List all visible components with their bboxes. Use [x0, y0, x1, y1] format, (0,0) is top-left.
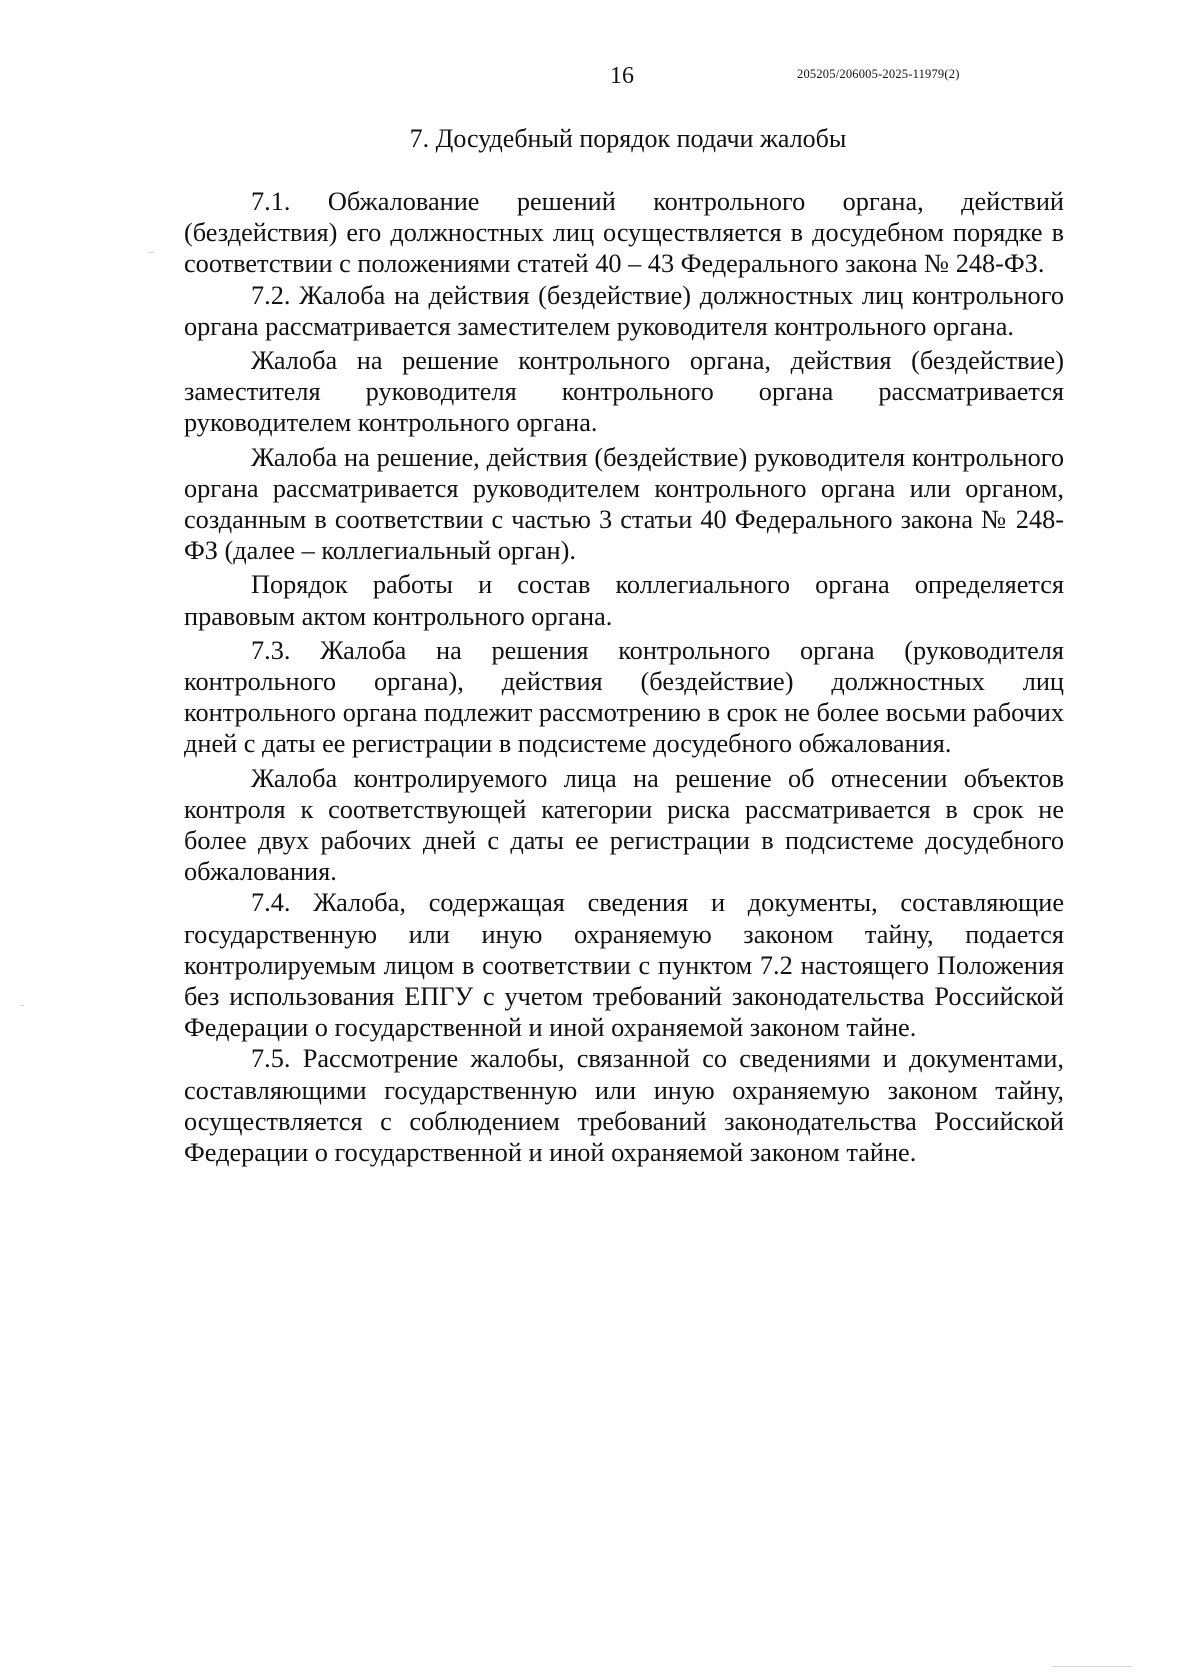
- section-body: [184, 186, 1064, 1168]
- document-code: 205205/206005-2025-11979(2): [797, 67, 960, 81]
- paragraph-7-2: 7.2. Жалоба на действия (бездействие) должностных лиц контрольного органа рассматривается заместителем руководителя контрольного органа.: [184, 280, 1064, 341]
- paragraph-7-4: 7.4. Жалоба, содержащая сведения и документы, составляющие государственную или иную охраняемую законом тайну, подается контролируемым лицом в соответствии с пунктом 7.2 настоящего Положения без использования ЕПГУ с учетом требований законодательства Российской Федерации о государственной и иной охраняемой законом тайне.: [184, 888, 1064, 1043]
- section-title: 7. Досудебный порядок подачи жалобы: [409, 124, 847, 153]
- paragraph-deputy-complaint: Жалоба на решение контрольного органа, действия (бездействие) заместителя руководителя контрольного органа рассматривается руководителем контрольного органа.: [184, 346, 1064, 438]
- scan-artifact: [148, 252, 154, 253]
- paragraph-collegial-body: Порядок работы и состав коллегиального органа определяется правовым актом контрольного органа.: [184, 570, 1064, 631]
- page-number: 16: [610, 63, 634, 89]
- paragraph-risk-category: Жалоба контролируемого лица на решение об отнесении объектов контроля к соответствующей категории риска рассматривается в срок не более двух рабочих дней с даты ее регистрации в подсистеме досудебного обжалования.: [184, 763, 1064, 887]
- scan-artifact: [1052, 1666, 1132, 1667]
- paragraph-7-5: 7.5. Рассмотрение жалобы, связанной со сведениями и документами, составляющими государственную или иную охраняемую законом тайну, осуществляется с соблюдением требований законодательства Российской Федерации о государственной и иной охраняемой законом тайне.: [184, 1044, 1064, 1168]
- paragraph-7-1: 7.1. Обжалование решений контрольного органа, действий (бездействия) его должностных лиц осуществляется в досудебном порядке в соответствии с положениями статей 40 – 43 Федерального закона № 248-ФЗ.: [184, 187, 1064, 279]
- scan-artifact: [20, 1005, 24, 1006]
- paragraph-7-3: 7.3. Жалоба на решения контрольного органа (руководителя контрольного органа), действия (бездействие) должностных лиц контрольного органа подлежит рассмотрению в срок не более восьми рабочих дней с даты ее регистрации в подсистеме досудебного обжалования.: [184, 635, 1064, 759]
- paragraph-head-complaint: Жалоба на решение, действия (бездействие) руководителя контрольного органа рассматривается руководителем контрольного органа или органом, созданным в соответствии с частью 3 статьи 40 Федерального закона № 248-ФЗ (далее – коллегиальный орган).: [184, 442, 1064, 566]
